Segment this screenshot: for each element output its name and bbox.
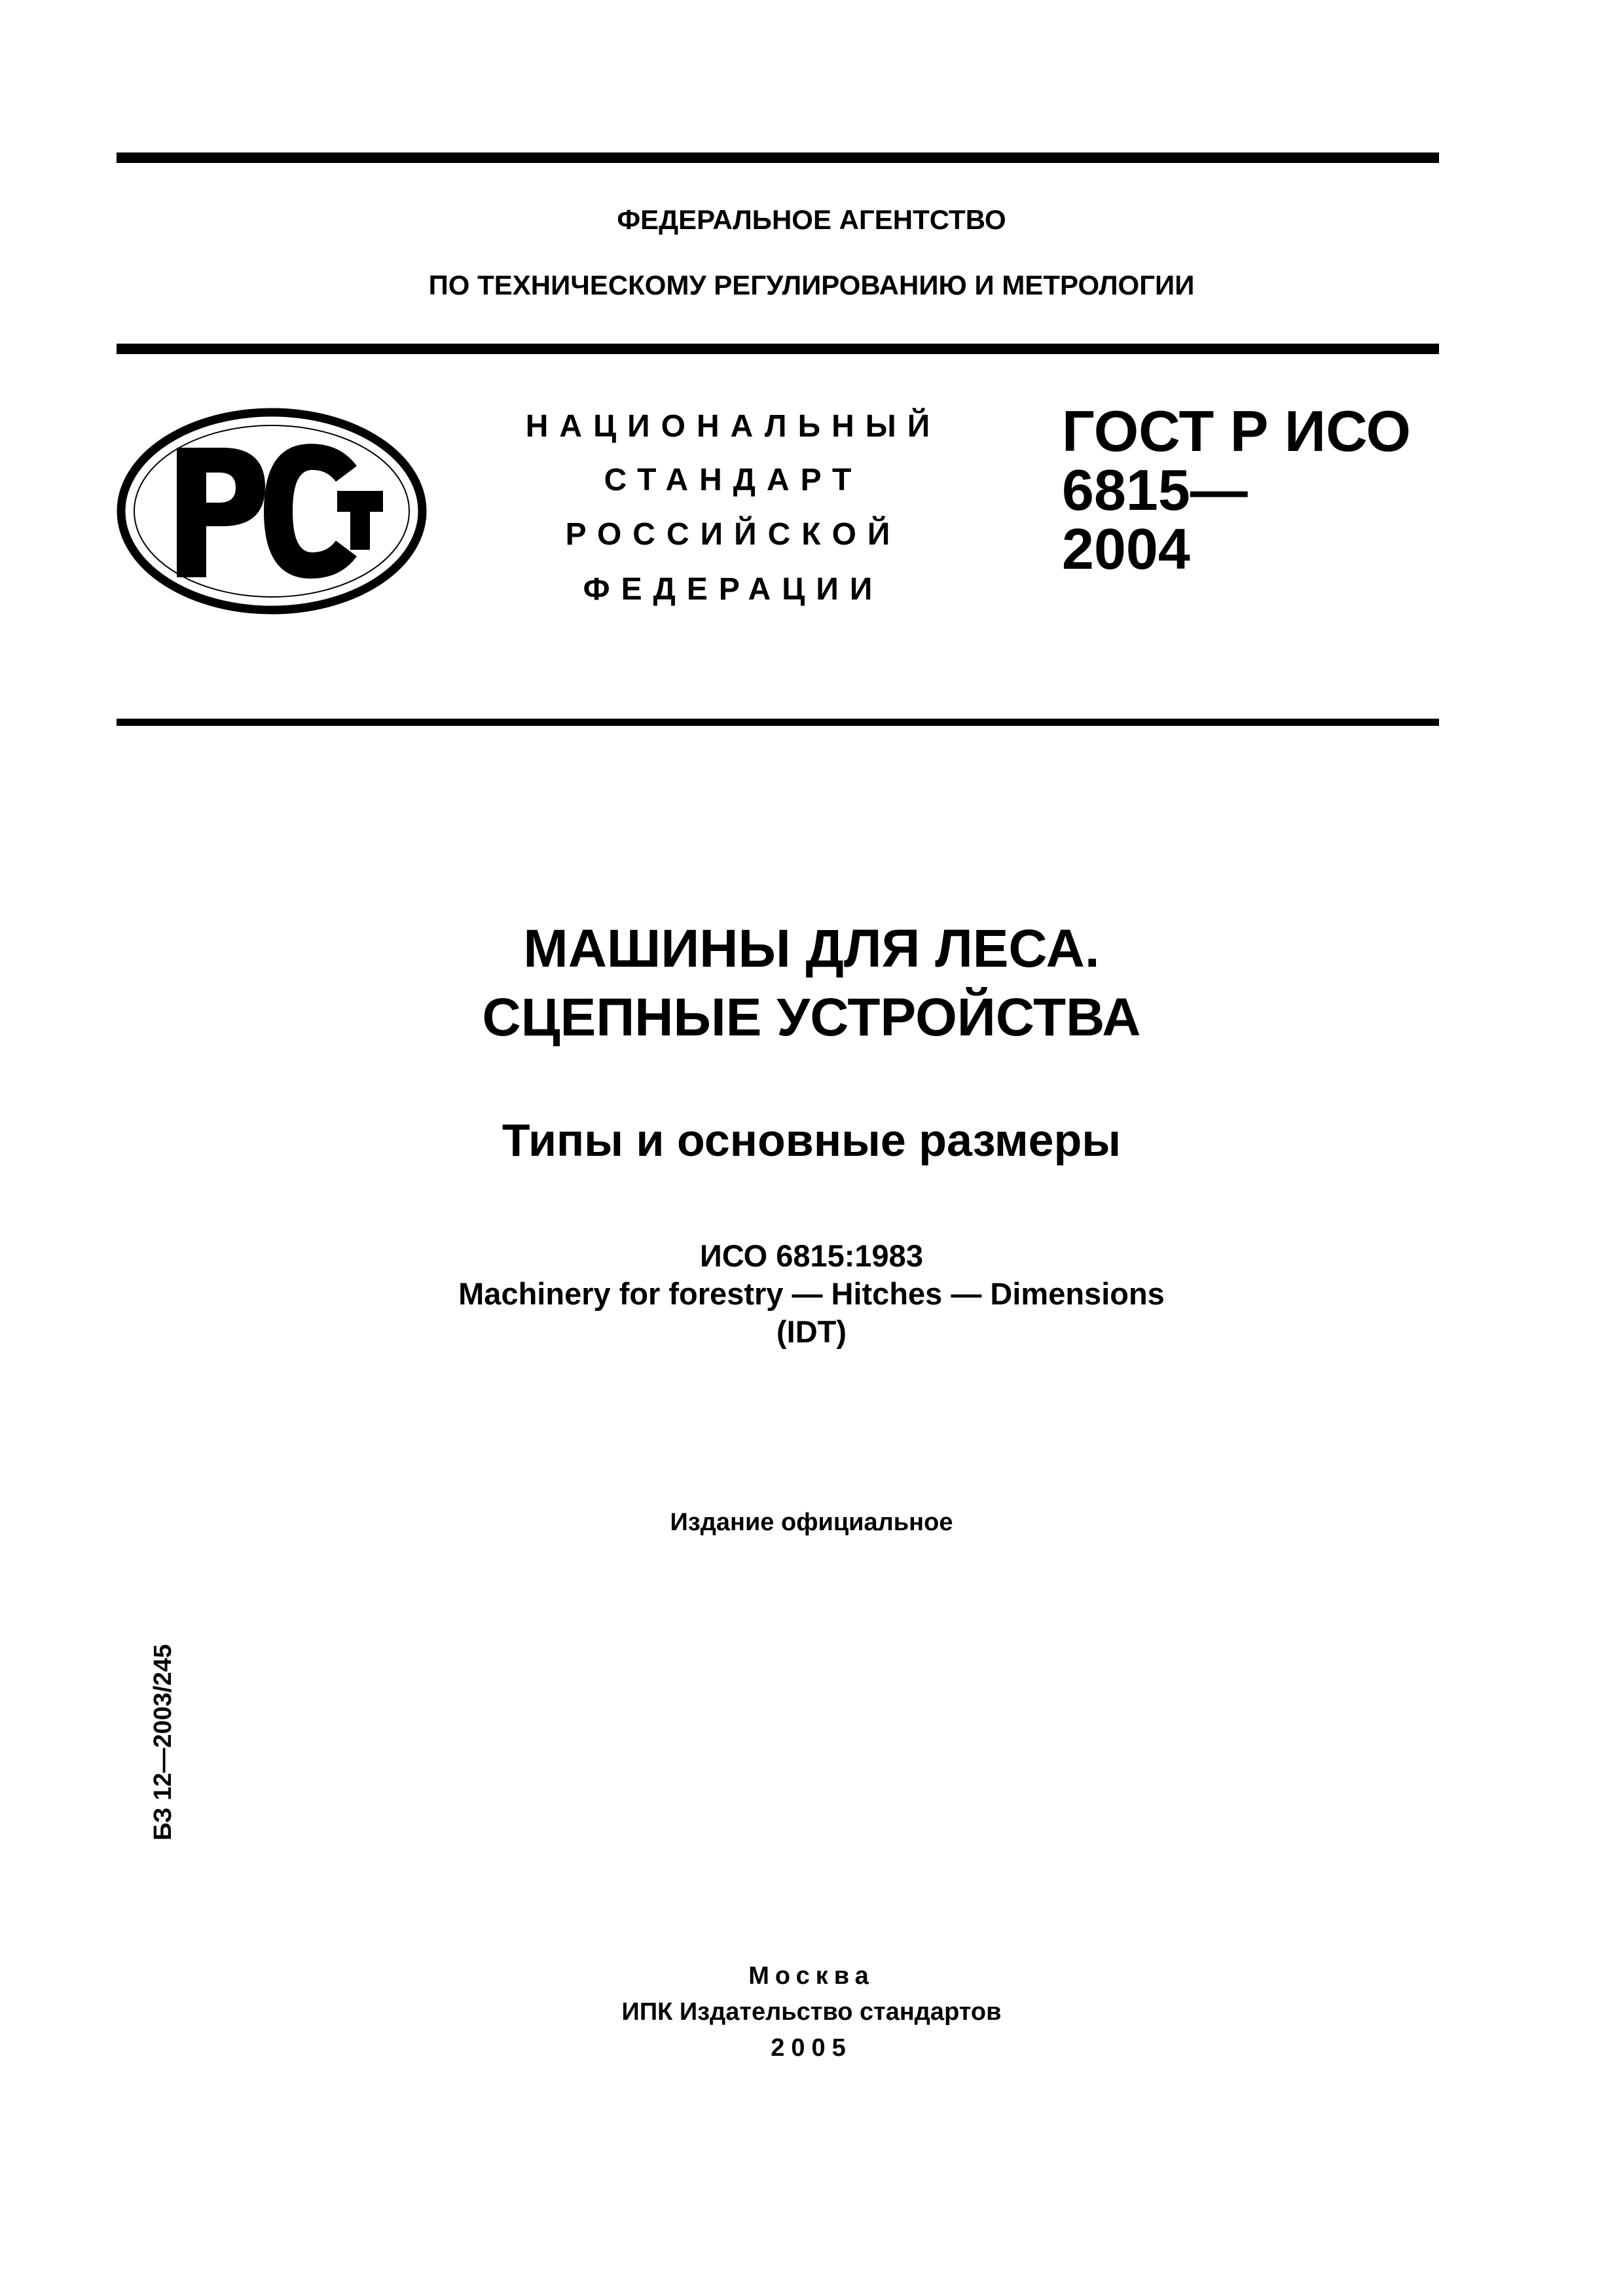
designation-line-2: 6815— [1062,457,1248,522]
rst-emblem-icon [115,407,429,615]
standard-type-line-2: СТАНДАРТ [604,463,863,497]
footer-city: Москва [748,1962,875,1990]
iso-equivalence: (IDT) [776,1314,847,1349]
edition-label: Издание официальное [670,1509,953,1536]
agency-line-1: ФЕДЕРАЛЬНОЕ АГЕНТСТВО [617,204,1006,235]
top-rule [117,152,1439,163]
side-code: БЗ 12—2003/245 [149,1644,177,1840]
footer-year: 2005 [771,2034,852,2062]
designation-line-3: 2004 [1062,516,1190,581]
standard-type-line-4: ФЕДЕРАЦИИ [583,572,884,607]
header-rule [117,344,1439,354]
document-title-line-1: МАШИНЫ ДЛЯ ЛЕСА. [523,919,1100,978]
standard-type-line-3: РОССИЙСКОЙ [565,517,902,552]
document-title-line-2: СЦЕПНЫЕ УСТРОЙСТВА [482,988,1141,1047]
iso-english-title: Machinery for forestry — Hitches — Dimensions [458,1276,1165,1311]
designation-line-1: ГОСТ Р ИСО [1062,399,1411,463]
designation-rule [117,719,1439,726]
agency-line-2: ПО ТЕХНИЧЕСКОМУ РЕГУЛИРОВАНИЮ И МЕТРОЛОГИИ [428,270,1195,300]
iso-number: ИСО 6815:1983 [700,1238,923,1273]
document-subtitle: Типы и основные размеры [501,1115,1122,1166]
footer-publisher: ИПК Издательство стандартов [621,1998,1002,2026]
standard-type-line-1: НАЦИОНАЛЬНЫЙ [525,409,941,444]
